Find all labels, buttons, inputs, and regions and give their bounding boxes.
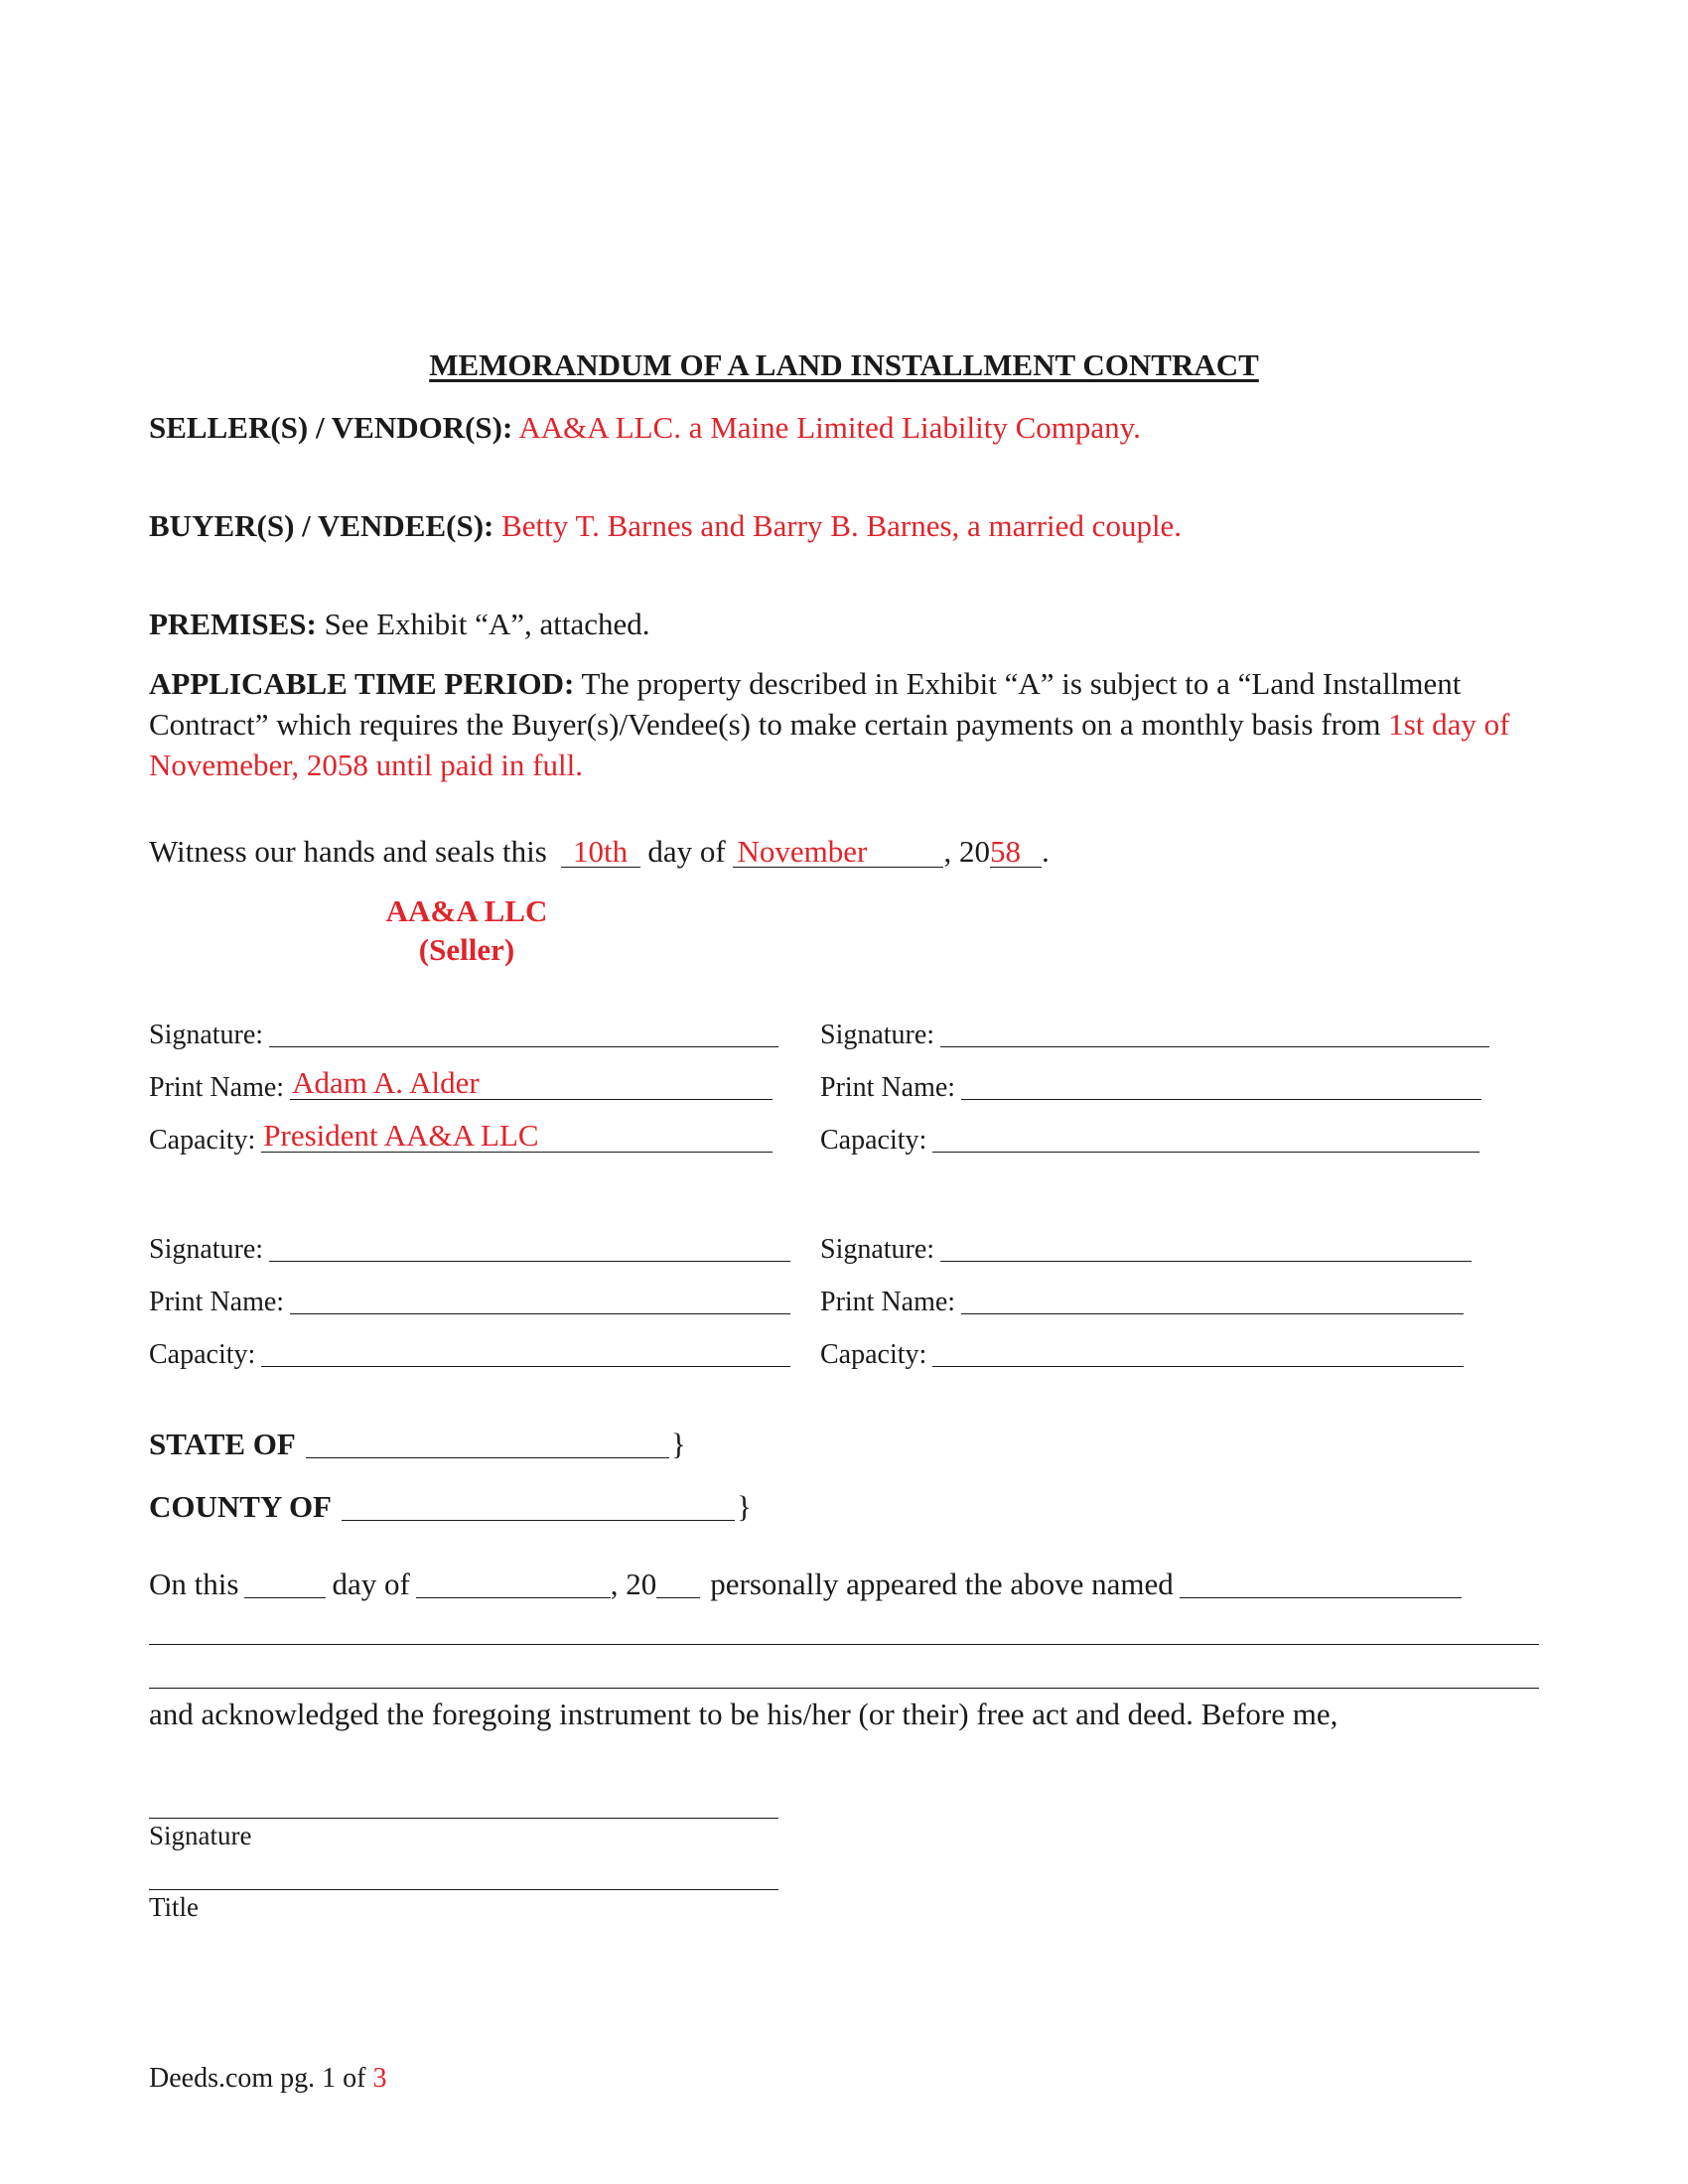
- footer-total-pages: 3: [372, 2063, 387, 2094]
- capacity-1-right: [820, 1118, 1479, 1157]
- ack-name-continuation-line-2[interactable]: [149, 1688, 1539, 1689]
- notary-title-label: Title: [149, 1892, 200, 1922]
- acknowledgment-line: [149, 1566, 1539, 1602]
- signature-2-right: [820, 1227, 1472, 1266]
- signature-field[interactable]: [940, 1017, 1489, 1047]
- county-line: [149, 1488, 752, 1525]
- ack-closing: and acknowledged the foregoing instrument to be his/her (or their) free act and deed. Before me,: [149, 1697, 1338, 1731]
- capacity-field[interactable]: [261, 1118, 773, 1153]
- county-brace: }: [737, 1489, 752, 1524]
- print-name-2-right: [820, 1280, 1464, 1318]
- witness-month: November: [733, 837, 943, 868]
- buyer-label: BUYER(S) / VENDEE(S):: [149, 508, 494, 543]
- signature-label: Signature:: [820, 1020, 935, 1050]
- witness-year-prefix: , 20: [943, 834, 990, 869]
- time-period-text: The property described in Exhibit “A” is subject to a “Land Installment Contract” which requires the Buyer(s)/Vendee(s) to make certain payments on a monthly basis from: [149, 666, 1462, 742]
- print-name-field[interactable]: [961, 1069, 1481, 1100]
- signature-label: Signature:: [149, 1234, 264, 1265]
- witness-day-of: day of: [647, 834, 726, 869]
- seller-line: [149, 410, 1141, 446]
- print-name-label: Print Name:: [149, 1072, 285, 1103]
- print-name-label: Print Name:: [149, 1287, 285, 1317]
- signature-field[interactable]: [940, 1231, 1472, 1262]
- capacity-label: Capacity:: [820, 1125, 927, 1156]
- notary-title-line[interactable]: [149, 1889, 778, 1890]
- time-period-paragraph: [149, 663, 1539, 785]
- signature-field[interactable]: [269, 1231, 790, 1262]
- ack-appeared: personally appeared the above named: [710, 1567, 1174, 1601]
- ack-name-field[interactable]: [1180, 1570, 1462, 1598]
- witness-prefix: Witness our hands and seals this: [149, 834, 547, 869]
- ack-month-field[interactable]: [416, 1570, 611, 1598]
- witness-day: 10th: [561, 837, 640, 868]
- footer-text: Deeds.com pg. 1 of: [149, 2063, 366, 2094]
- seller-block-role: (Seller): [418, 932, 515, 967]
- capacity-field[interactable]: [261, 1336, 790, 1367]
- witness-line: [149, 834, 1050, 870]
- county-field[interactable]: [342, 1492, 735, 1521]
- ack-name-continuation-line-1[interactable]: [149, 1644, 1539, 1645]
- seller-value: AA&A LLC. a Maine Limited Liability Company.: [518, 410, 1141, 445]
- signature-2-left: [149, 1227, 790, 1266]
- notary-signature-line[interactable]: [149, 1818, 778, 1819]
- state-field[interactable]: [306, 1430, 669, 1458]
- ack-day-field[interactable]: [244, 1570, 326, 1598]
- time-period-value: 1st day of Novemeber, 2058 until paid in full.: [149, 707, 1510, 782]
- notary-signature-label: Signature: [149, 1821, 252, 1850]
- seller-block: [308, 891, 626, 969]
- capacity-2-right: [820, 1332, 1464, 1371]
- premises-value: See Exhibit “A”, attached.: [324, 607, 650, 641]
- witness-suffix: .: [1041, 834, 1050, 869]
- print-name-field[interactable]: [290, 1284, 790, 1314]
- time-period-label: APPLICABLE TIME PERIOD:: [149, 666, 575, 701]
- premises-label: PREMISES:: [149, 607, 317, 641]
- ack-day-of: day of: [332, 1567, 410, 1601]
- ack-year-field[interactable]: [656, 1570, 700, 1598]
- print-name-2-left: [149, 1280, 790, 1318]
- capacity-2-left: [149, 1332, 790, 1371]
- seller-label: SELLER(S) / VENDOR(S):: [149, 410, 513, 445]
- capacity-1-left: [149, 1118, 773, 1157]
- state-label: STATE OF: [149, 1427, 296, 1461]
- print-name-field[interactable]: [290, 1065, 773, 1100]
- premises-line: [149, 607, 650, 642]
- print-name-label: Print Name:: [820, 1287, 956, 1317]
- ack-twenty: , 20: [610, 1567, 657, 1601]
- signature-label: Signature:: [149, 1020, 264, 1050]
- state-line: [149, 1426, 686, 1462]
- seller-print-name: Adam A. Alder: [292, 1065, 480, 1100]
- capacity-field[interactable]: [932, 1122, 1479, 1153]
- capacity-label: Capacity:: [820, 1339, 927, 1370]
- county-label: COUNTY OF: [149, 1489, 332, 1524]
- document-title: MEMORANDUM OF A LAND INSTALLMENT CONTRACT: [429, 347, 1259, 382]
- signature-field[interactable]: [269, 1017, 778, 1047]
- print-name-1-right: [820, 1065, 1481, 1104]
- print-name-1-left: [149, 1065, 773, 1104]
- signature-label: Signature:: [820, 1234, 935, 1265]
- signature-1-left: [149, 1013, 778, 1051]
- print-name-field[interactable]: [961, 1284, 1464, 1314]
- seller-block-name: AA&A LLC: [385, 893, 548, 928]
- capacity-field[interactable]: [932, 1336, 1464, 1367]
- print-name-label: Print Name:: [820, 1072, 956, 1103]
- capacity-label: Capacity:: [149, 1125, 256, 1156]
- buyer-line: [149, 508, 1182, 544]
- signature-1-right: [820, 1013, 1489, 1051]
- capacity-label: Capacity:: [149, 1339, 256, 1370]
- ack-on-this: On this: [149, 1567, 239, 1601]
- buyer-value: Betty T. Barnes and Barry B. Barnes, a married couple.: [501, 508, 1183, 543]
- witness-year: 58: [990, 837, 1042, 868]
- state-brace: }: [670, 1427, 686, 1461]
- page-footer: [149, 2063, 387, 2095]
- seller-capacity: President AA&A LLC: [263, 1118, 539, 1153]
